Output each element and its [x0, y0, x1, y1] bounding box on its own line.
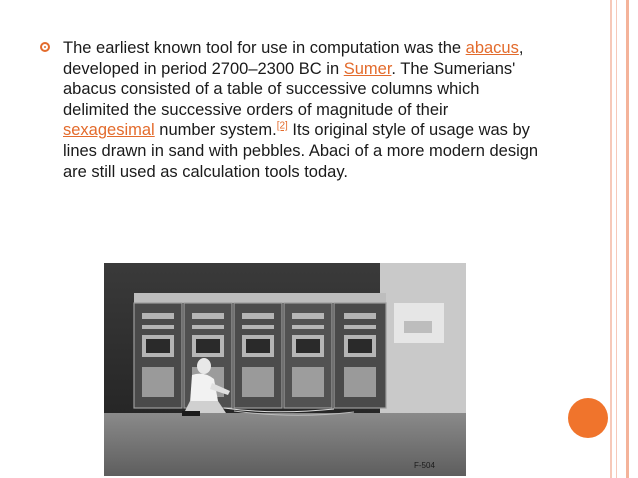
sumer-link[interactable]: Sumer [343, 59, 392, 78]
sexagesimal-link[interactable]: sexagesimal [63, 121, 155, 140]
decor-circle [568, 398, 608, 438]
abacus-link[interactable]: abacus [465, 39, 519, 57]
body-paragraph [63, 38, 543, 182]
computer-photo-illustration [104, 263, 466, 476]
text-run: The earliest known tool for use in computation was the [63, 39, 466, 57]
citation-link[interactable]: [2] [276, 120, 288, 132]
decor-rule [610, 0, 612, 478]
bullet-icon [40, 42, 50, 52]
photo-caption-mark: F-504 [414, 461, 435, 470]
text-run: . The Sumerians' abacus consisted of a table of successive columns which delimited the successive orders of magnitude of their [63, 59, 516, 119]
computer-photo [104, 263, 466, 476]
text-run: Its original style of usage was by lines drawn in sand with pebbles. Abaci of a more modern design are still used as calculation tools today. [63, 121, 539, 181]
text-run: number system. [154, 121, 277, 140]
text-run: , developed in period 2700–2300 BC in [63, 39, 524, 78]
decor-rule [626, 0, 629, 478]
decor-rule [616, 0, 617, 478]
